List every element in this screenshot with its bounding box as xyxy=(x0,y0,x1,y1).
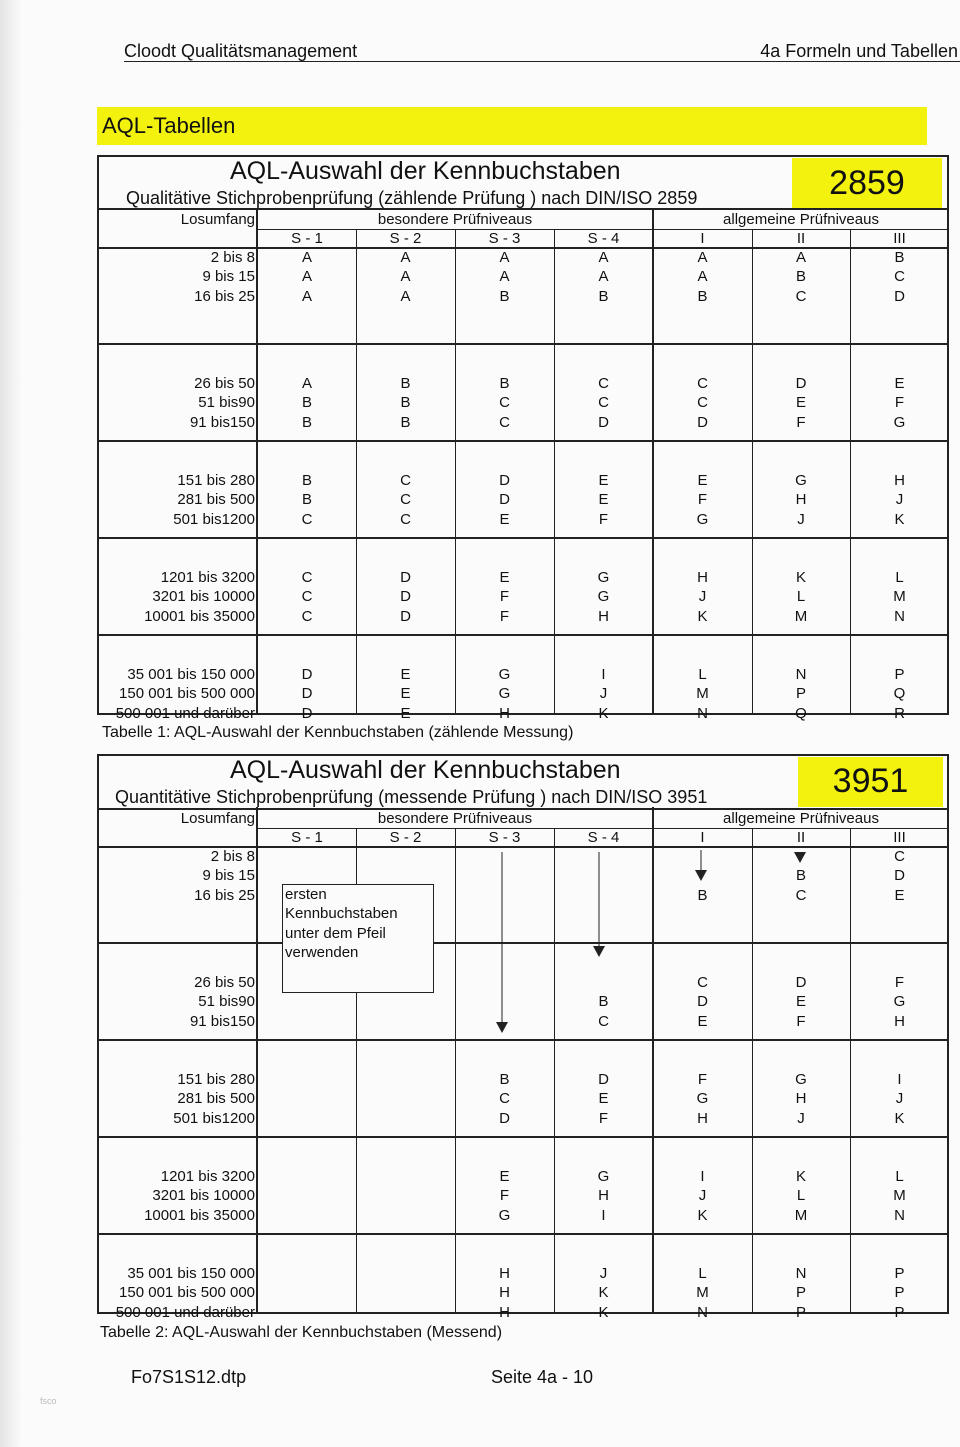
table1-code-letter-cell: C xyxy=(301,588,313,606)
table1-lot-size-label: 10001 bis 35000 xyxy=(144,607,255,625)
table2-code-letter-cell: G xyxy=(597,1168,610,1185)
table2-code-letter-cell: D xyxy=(697,993,708,1011)
table1-code-letter-cell: B xyxy=(301,413,312,431)
table1-code-letter-cell: G xyxy=(696,510,709,528)
table1-allgemeine-label: allgemeine Prüfniveaus xyxy=(723,211,879,228)
footer-filename: Fo7S1S12.dtp xyxy=(131,1367,247,1387)
table1-lot-size-label: 3201 bis 10000 xyxy=(152,588,255,606)
table2-code-letter-cell: B xyxy=(697,886,708,904)
table1-code-letter-cell: B xyxy=(499,375,510,392)
table2-code-letter-cell: M xyxy=(794,1206,808,1224)
table2-code-letter-cell: C xyxy=(697,974,708,991)
table1-code-letter-cell: A xyxy=(697,249,708,266)
table1-code-letter-cell: A xyxy=(400,268,411,286)
table1-code-letter-cell: B xyxy=(301,394,312,412)
table1-code-letter-cell: C xyxy=(400,491,411,509)
table1-code-letter-cell: A xyxy=(499,249,510,266)
table1-code-letter-cell: F xyxy=(598,510,609,528)
table1-code-letter-cell: K xyxy=(894,510,905,528)
table2-code-letter-cell: P xyxy=(795,1284,806,1302)
table2-lot-size-label: 16 bis 25 xyxy=(194,886,255,904)
table2-code-letter-cell: M xyxy=(893,1187,906,1205)
table1-lot-size-label: 91 bis150 xyxy=(189,413,255,431)
table1-code-letter-cell: D xyxy=(894,287,905,305)
table1-code-letter-cell: A xyxy=(795,249,806,266)
table1-code-letter-cell: N xyxy=(894,607,905,625)
table2-column-header: S - 4 xyxy=(587,829,620,846)
table1-code-letter-cell: J xyxy=(599,685,608,703)
table1-code-letter-cell: K xyxy=(697,607,708,625)
table1-code-letter-cell: D xyxy=(301,666,313,683)
table2-lot-size-label: 501 bis1200 xyxy=(173,1109,255,1127)
table1-lot-size-label: 26 bis 50 xyxy=(194,375,255,392)
table2-code-letter-cell: F xyxy=(697,1071,708,1088)
table1-code-letter-cell: C xyxy=(400,472,411,489)
table1-code-letter-cell: A xyxy=(301,249,312,266)
table2-losumfang-label: Losumfang xyxy=(180,810,255,827)
table1-code-letter-cell: H xyxy=(894,472,905,489)
page-shadow-edge xyxy=(0,0,22,1447)
table2-code-letter-cell: L xyxy=(698,1265,707,1282)
table1-lot-size-label: 150 001 bis 500 000 xyxy=(119,685,255,703)
arrow-down-icon xyxy=(792,851,808,865)
table2-code-letter-cell: H xyxy=(499,1265,510,1282)
table1-code-letter-cell: B xyxy=(301,491,312,509)
table1-code-letter-cell: C xyxy=(499,413,510,431)
table2-code-letter-cell: J xyxy=(599,1265,608,1282)
table1-code-letter-cell: C xyxy=(697,375,708,392)
table2-lot-size-label: 3201 bis 10000 xyxy=(152,1187,255,1205)
table1-code-letter-cell: G xyxy=(795,472,807,489)
table2-code-letter-cell: I xyxy=(700,1168,705,1185)
table1-code-letter-cell: J xyxy=(895,491,904,509)
table1-losumfang-label: Losumfang xyxy=(180,211,255,228)
table2-code-letter-cell: I xyxy=(897,1071,902,1088)
note-line: unter dem Pfeil xyxy=(285,924,386,942)
table1-code-letter-cell: D xyxy=(400,588,411,606)
table2-column-header: S - 2 xyxy=(389,829,422,846)
table2-code-letter-cell: G xyxy=(795,1071,807,1088)
table1-column-header: S - 2 xyxy=(389,230,422,247)
table2-code-letter-cell: E xyxy=(598,1090,609,1108)
table2-lot-size-label: 281 bis 500 xyxy=(177,1090,255,1108)
table1-code-letter-cell: A xyxy=(499,268,510,286)
table2-allgemeine-label: allgemeine Prüfniveaus xyxy=(723,810,879,827)
table1-code-letter-cell: K xyxy=(598,704,609,722)
table2-code-letter-cell: L xyxy=(796,1187,806,1205)
table1-code-letter-cell: D xyxy=(697,413,708,431)
table1-column-header: S - 1 xyxy=(291,230,323,247)
table2-lot-size-label: 500 001 und darüber xyxy=(115,1303,255,1321)
table1-code-letter-cell: M xyxy=(794,607,808,625)
table1-code-letter-cell: A xyxy=(598,249,609,266)
table1-code-letter-cell: F xyxy=(499,607,510,625)
table1-code-letter-cell: D xyxy=(301,685,313,703)
table1-code-letter-cell: G xyxy=(597,569,610,586)
table1-code-letter-cell: B xyxy=(400,375,411,392)
table1-code-letter-cell: B xyxy=(301,472,312,489)
table1-lot-size-label: 1201 bis 3200 xyxy=(160,569,255,586)
table1-code-letter-cell: E xyxy=(598,491,609,509)
table2-subtitle: Quantitätive Stichprobenprüfung (messende Prüfung ) nach DIN/ISO 3951 xyxy=(115,787,708,807)
table2-code-letter-cell: L xyxy=(895,1168,904,1185)
table2-code-letter-cell: I xyxy=(601,1206,606,1224)
table2-column-header: I xyxy=(700,829,705,846)
table1-code-letter-cell: D xyxy=(795,375,807,392)
table2-code-letter-cell: J xyxy=(895,1090,904,1108)
table1-code-letter-cell: G xyxy=(597,588,610,606)
table2-lot-size-label: 51 bis90 xyxy=(198,993,255,1011)
table1-code-letter-cell: C xyxy=(301,569,313,586)
table2-code-letter-cell: D xyxy=(499,1109,510,1127)
table1-code-letter-cell: A xyxy=(400,287,411,305)
table1-code-letter-cell: J xyxy=(698,588,707,606)
table2-code-letter-cell: F xyxy=(796,1012,806,1030)
table1-code-letter-cell: E xyxy=(400,685,411,703)
table1-code-letter-cell: D xyxy=(400,569,411,586)
table2-code-letter-cell: N xyxy=(697,1303,708,1321)
table1-caption: Tabelle 1: AQL-Auswahl der Kennbuchstaben (zählende Messung) xyxy=(102,724,574,741)
table1-lot-size-label: 9 bis 15 xyxy=(202,268,255,286)
table2-column-header: S - 3 xyxy=(488,829,521,846)
watermark-mark: fsco xyxy=(40,1396,57,1406)
table1-code-letter-cell: A xyxy=(697,268,708,286)
table1-code-letter-cell: Q xyxy=(893,685,906,703)
table1-code-letter-cell: R xyxy=(894,704,905,722)
arrow-down-icon xyxy=(494,852,510,1034)
table1-column-header: II xyxy=(796,230,806,247)
table1-besondere-label: besondere Prüfniveaus xyxy=(377,211,533,228)
table1-code-letter-cell: G xyxy=(893,413,906,431)
table2-code-letter-cell: H xyxy=(697,1109,708,1127)
table2-code-letter-cell: C xyxy=(795,886,807,904)
table1-lot-size-label: 35 001 bis 150 000 xyxy=(127,666,255,683)
table1-code-letter-cell: C xyxy=(894,268,905,286)
table1-code-letter-cell: K xyxy=(795,569,806,586)
table1-code-letter-cell: L xyxy=(895,569,904,586)
table1-code-letter-cell: H xyxy=(795,491,807,509)
table1-code-letter-cell: C xyxy=(301,607,313,625)
table1-lot-size-label: 2 bis 8 xyxy=(210,249,255,266)
table1-code-letter-cell: E xyxy=(795,394,806,412)
table1-code-letter-cell: A xyxy=(301,287,312,305)
table2-norm-number: 3951 xyxy=(832,762,909,800)
table2-code-letter-cell: E xyxy=(697,1012,708,1030)
note-line: Kennbuchstaben xyxy=(285,905,398,923)
table1-code-letter-cell: P xyxy=(894,666,905,683)
table1-lot-size-label: 281 bis 500 xyxy=(177,491,255,509)
table1-code-letter-cell: D xyxy=(301,704,313,722)
table2-code-letter-cell: E xyxy=(894,886,905,904)
arrow-down-icon xyxy=(591,852,607,958)
table1-code-letter-cell: C xyxy=(598,394,609,412)
table1-code-letter-cell: E xyxy=(697,472,708,489)
table2-code-letter-cell: B xyxy=(499,1071,510,1088)
table2-code-letter-cell: E xyxy=(499,1168,510,1185)
table1-code-letter-cell: E xyxy=(400,704,411,722)
table1-code-letter-cell: C xyxy=(400,510,411,528)
table2-lot-size-label: 91 bis150 xyxy=(189,1012,255,1030)
table1-code-letter-cell: G xyxy=(498,666,511,683)
table1-code-letter-cell: L xyxy=(698,666,707,683)
table2-column-header: III xyxy=(893,829,906,846)
table1-code-letter-cell: I xyxy=(601,666,606,683)
table2-code-letter-cell: D xyxy=(598,1071,609,1088)
table1-lot-size-label: 16 bis 25 xyxy=(194,287,255,305)
table1-code-letter-cell: B xyxy=(400,394,411,412)
table2-note-box xyxy=(282,884,434,993)
table2-code-letter-cell: G xyxy=(893,993,906,1011)
table2-code-letter-cell: F xyxy=(598,1109,609,1127)
table2-code-letter-cell: J xyxy=(797,1109,805,1127)
table2-lot-size-label: 151 bis 280 xyxy=(177,1071,255,1088)
table1-code-letter-cell: N xyxy=(795,666,807,683)
table1-code-letter-cell: E xyxy=(400,666,411,683)
table1-column-header: III xyxy=(893,230,906,247)
table2-code-letter-cell: H xyxy=(499,1284,510,1302)
table1-code-letter-cell: B xyxy=(598,287,609,305)
table1-code-letter-cell: F xyxy=(894,394,905,412)
table2-title: AQL-Auswahl der Kennbuchstaben xyxy=(230,756,621,784)
table2-lot-size-label: 1201 bis 3200 xyxy=(160,1168,255,1185)
table1-code-letter-cell: D xyxy=(598,413,609,431)
section-title: AQL-Tabellen xyxy=(102,113,236,138)
table2-code-letter-cell: M xyxy=(696,1284,709,1302)
table2-column-header: II xyxy=(796,829,806,846)
table1-code-letter-cell: H xyxy=(598,607,609,625)
table1-column-header: S - 3 xyxy=(488,230,521,247)
table2-code-letter-cell: C xyxy=(598,1012,609,1030)
table1-code-letter-cell: D xyxy=(499,472,510,489)
table1-code-letter-cell: C xyxy=(301,510,313,528)
table1-code-letter-cell: M xyxy=(893,588,906,606)
table1-code-letter-cell: C xyxy=(499,394,510,412)
note-line: ersten xyxy=(285,886,327,903)
table1-code-letter-cell: E xyxy=(598,472,609,489)
table2-code-letter-cell: B xyxy=(795,867,806,885)
table2-code-letter-cell: J xyxy=(698,1187,707,1205)
table1-lot-size-label: 51 bis90 xyxy=(198,394,255,412)
table2-code-letter-cell: D xyxy=(894,867,905,885)
table2-code-letter-cell: N xyxy=(795,1265,807,1282)
table2-code-letter-cell: K xyxy=(598,1303,609,1321)
table1-lot-size-label: 501 bis1200 xyxy=(173,510,255,528)
arrow-down-icon xyxy=(693,850,709,882)
table2-code-letter-cell: P xyxy=(894,1265,905,1282)
table1-code-letter-cell: B xyxy=(400,413,411,431)
table1-code-letter-cell: B xyxy=(795,268,806,286)
table2-code-letter-cell: H xyxy=(499,1303,510,1321)
table1-code-letter-cell: N xyxy=(697,704,708,722)
table2-lot-size-label: 10001 bis 35000 xyxy=(144,1206,255,1224)
table1-code-letter-cell: C xyxy=(697,394,708,412)
table2-code-letter-cell: H xyxy=(894,1012,905,1030)
table1-lot-size-label: 151 bis 280 xyxy=(177,472,255,489)
table1-norm-number: 2859 xyxy=(829,164,905,202)
table2-code-letter-cell: G xyxy=(498,1206,511,1224)
table2-code-letter-cell: P xyxy=(795,1303,806,1321)
table2-lot-size-label: 35 001 bis 150 000 xyxy=(127,1265,255,1282)
table2-code-letter-cell: H xyxy=(795,1090,807,1108)
table1-code-letter-cell: C xyxy=(598,375,609,392)
table2-code-letter-cell: B xyxy=(598,993,609,1011)
table2-lot-size-label: 150 001 bis 500 000 xyxy=(119,1284,255,1302)
table1-code-letter-cell: F xyxy=(499,588,510,606)
table1-subtitle: Qualitätive Stichprobenprüfung (zählende Prüfung ) nach DIN/ISO 2859 xyxy=(126,188,698,208)
table1-code-letter-cell: P xyxy=(795,685,806,703)
table2-code-letter-cell: K xyxy=(598,1284,609,1302)
table1-code-letter-cell: E xyxy=(499,510,510,528)
table1-code-letter-cell: A xyxy=(301,375,312,392)
table1-code-letter-cell: F xyxy=(697,491,708,509)
table1-column-header: S - 4 xyxy=(587,230,620,247)
table2-code-letter-cell: F xyxy=(894,974,905,991)
table1-lot-size-label: 500 001 und darüber xyxy=(115,704,255,722)
table2-code-letter-cell: F xyxy=(499,1187,510,1205)
note-line: verwenden xyxy=(285,944,359,962)
table2-code-letter-cell: K xyxy=(894,1109,905,1127)
table1-code-letter-cell: B xyxy=(894,249,905,266)
table1-code-letter-cell: C xyxy=(795,287,807,305)
table2-code-letter-cell: G xyxy=(696,1090,709,1108)
table2-code-letter-cell: P xyxy=(894,1303,905,1321)
table1-code-letter-cell: A xyxy=(301,268,312,286)
table2-code-letter-cell: K xyxy=(697,1206,708,1224)
header-chapter: 4a Formeln und Tabellen xyxy=(760,41,958,61)
table1-code-letter-cell: D xyxy=(499,491,510,509)
table1-code-letter-cell: L xyxy=(796,588,806,606)
table2-lot-size-label: 2 bis 8 xyxy=(210,848,255,865)
table1-code-letter-cell: D xyxy=(400,607,411,625)
table1-code-letter-cell: G xyxy=(498,685,511,703)
table1-code-letter-cell: A xyxy=(400,249,411,266)
table1-title: AQL-Auswahl der Kennbuchstaben xyxy=(230,157,621,185)
table1-code-letter-cell: M xyxy=(696,685,709,703)
table1-code-letter-cell: A xyxy=(598,268,609,286)
table1-column-header: I xyxy=(700,230,705,247)
header-company: Cloodt Qualitätsmanagement xyxy=(124,41,358,61)
table1-code-letter-cell: J xyxy=(797,510,805,528)
table2-code-letter-cell: E xyxy=(795,993,806,1011)
table1-code-letter-cell: H xyxy=(499,704,510,722)
header-rule xyxy=(124,61,960,62)
table2-code-letter-cell: C xyxy=(894,848,905,865)
table2-code-letter-cell: H xyxy=(598,1187,609,1205)
footer-page-number: Seite 4a - 10 xyxy=(491,1367,594,1387)
table2-besondere-label: besondere Prüfniveaus xyxy=(377,810,533,827)
table2-code-letter-cell: D xyxy=(795,974,807,991)
table2-code-letter-cell: N xyxy=(894,1206,905,1224)
table1-code-letter-cell: B xyxy=(697,287,708,305)
table1-code-letter-cell: Q xyxy=(795,704,807,722)
table2-code-letter-cell: K xyxy=(795,1168,806,1185)
table2-column-header: S - 1 xyxy=(291,829,323,846)
table1-code-letter-cell: F xyxy=(796,413,806,431)
table2-caption: Tabelle 2: AQL-Auswahl der Kennbuchstaben (Messend) xyxy=(100,1324,503,1341)
table1-code-letter-cell: B xyxy=(499,287,510,305)
table2-code-letter-cell: P xyxy=(894,1284,905,1302)
table2-lot-size-label: 26 bis 50 xyxy=(194,974,255,991)
table2-lot-size-label: 9 bis 15 xyxy=(202,867,255,885)
table2-code-letter-cell: C xyxy=(499,1090,510,1108)
table1-code-letter-cell: E xyxy=(499,569,510,586)
table1-code-letter-cell: E xyxy=(894,375,905,392)
table1-code-letter-cell: H xyxy=(697,569,708,586)
